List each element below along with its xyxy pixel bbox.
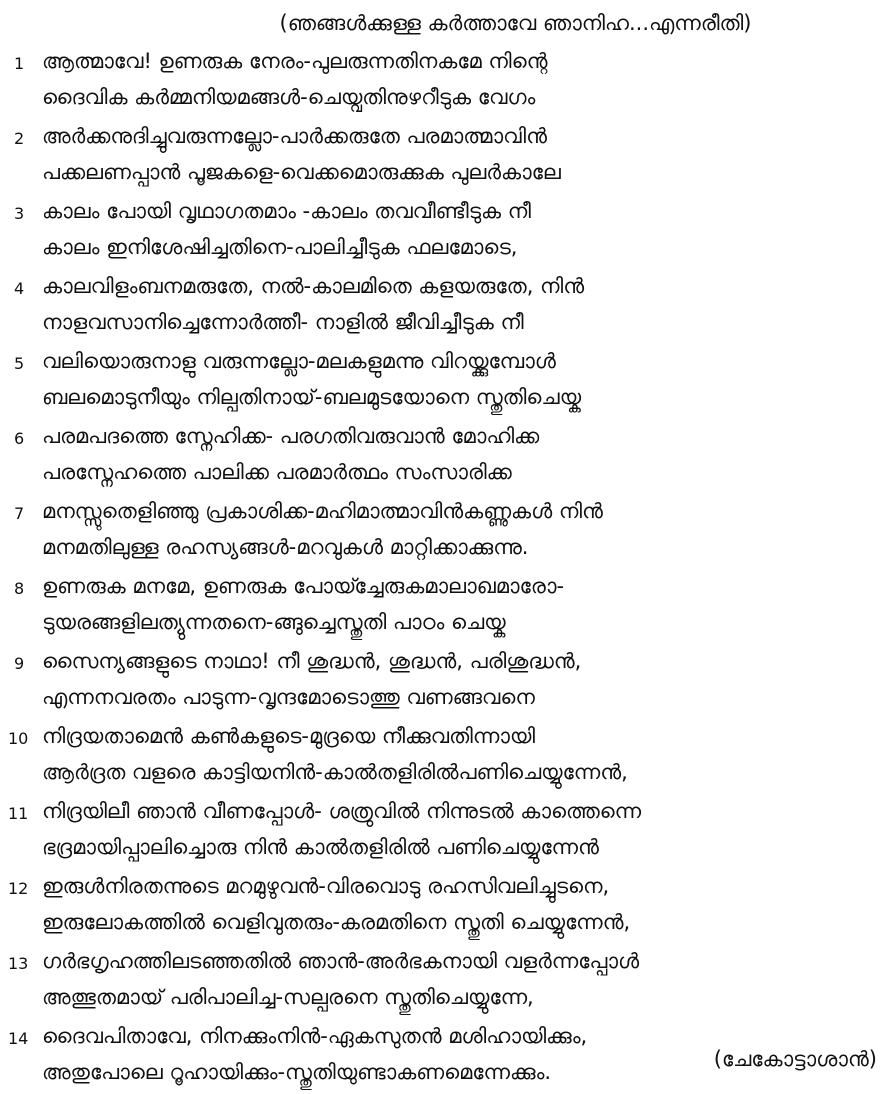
verse-number: 9 [14,654,25,673]
verse-number: 4 [14,279,25,298]
verse-line: മനസ്സുതെളിഞ്ഞു പ്രകാശിക്ക-മഹിമാത്മാവിൻകണ്ണുകൾ നിൻ [42,499,603,523]
verse-12 [0,869,891,944]
verse-line: മനമതിലുള്ള രഹസ്യങ്ങൾ-മറവുകൾ മാറ്റിക്കാക്കുന്നു. [42,535,529,559]
verse-6 [0,419,891,494]
verse-line: ദൈവപിതാവേ, നിനക്കുംനിൻ-ഏകസുതൻ മശിഹായിക്കും, [42,1024,588,1048]
verse-line: ബലമൊടുനീയും നില്പതിനായ്-ബലമുടയോനെ സ്തുതിചെയ്ക [42,385,582,409]
verse-9 [0,644,891,719]
verse-line: ഇരുലോകത്തിൽ വെളിവുതരും-കരമതിനെ സ്തുതി ചെയ്യുന്നേൻ, [42,910,631,934]
verse-line: കാലം പോയി വൃഥാഗതമാം -കാലം തവവീണ്ടീടുക നീ [42,199,531,223]
verse-number: 10 [8,729,29,748]
verse-line: പരസ്നേഹത്തെ പാലിക്ക പരമാർത്ഥം സംസാരിക്ക [42,460,512,484]
author-credit: (ചേകോട്ടാശാൻ) [713,1047,877,1071]
verse-line: അതുപോലെ റൂഹായിക്കും-സ്തുതിയുണ്ടാകണമെന്നേക്കും. [42,1060,552,1084]
verse-number: 2 [14,129,25,148]
verse-line: അർക്കനുദിച്ചുവരുന്നല്ലോ-പാർക്കരുതേ പരമാത്മാവിൻ [42,124,547,148]
verse-10 [0,719,891,794]
verse-line: എന്നനവരതം പാടുന്ന-വൃന്ദമോടൊത്തു വണങ്ങവനെ [42,685,535,709]
verse-line: ആത്മാവേ! ഉണരുക നേരം-പുലരുന്നതിനകമേ നിന്റെ [42,49,548,73]
verse-line: ഗർഭഗൃഹത്തിലടഞ്ഞതിൽ ഞാൻ-അർഭകനായി വളർന്നപ്പോൾ [42,949,640,973]
verse-line: ആർദ്രത വളരെ കാട്ടിയനിൻ-കാൽതളിരിൽപണിചെയ്യുന്നേൻ, [42,760,628,784]
verse-line: ഉണരുക മനമേ, ഉണരുക പോയ്ച്ചേരുകമാലാഖമാരോ- [42,574,565,598]
verse-number: 5 [14,354,25,373]
verse-line: പരമപദത്തെ സ്നേഹിക്ക- പരഗതിവരുവാൻ മോഹിക്ക [42,424,540,448]
verse-line: കാലം ഇനിശേഷിച്ചതിനെ-പാലിച്ചീടുക ഫലമോടെ, [42,235,518,259]
verse-line: ഭദ്രമായിപ്പാലിച്ചൊരു നിൻ കാൽതളിരിൽ പണിചെയ്യുന്നേൻ [42,835,599,859]
verse-number: 8 [14,579,25,598]
verse-line: സൈന്യങ്ങളുടെ നാഥാ! നീ ശുദ്ധൻ, ശുദ്ധൻ, പരിശുദ്ധൻ, [42,649,582,673]
verse-line: കാലവിളംബനമരുതേ, നൽ-കാലമിതെ കളയരുതേ, നിൻ [42,274,585,298]
verse-number: 1 [14,54,25,73]
tune-header: (ഞങ്ങൾക്കുള്ള കർത്താവേ ഞാനിഹ...എന്നരീതി) [279,11,752,35]
verse-number: 12 [8,879,29,898]
verse-2 [0,119,891,194]
verse-number: 3 [14,204,25,223]
verse-number: 7 [14,504,25,523]
verse-3 [0,194,891,269]
verse-number: 13 [8,954,29,973]
verse-list [0,44,891,1094]
verse-8 [0,569,891,644]
verse-line: നാളവസാനിച്ചെന്നോർത്തീ- നാളിൽ ജീവിച്ചീടുക നീ [42,310,524,334]
verse-number: 11 [8,804,29,823]
verse-line: നിദ്രയതാമെൻ കൺകളുടെ-മുദ്രയെ നീക്കുവതിന്നായി [42,724,536,748]
verse-line: വലിയൊരുനാളു വരുന്നല്ലോ-മലകളുമന്നു വിറയ്ക്കുമ്പോൾ [42,349,556,373]
verse-line: പക്കലണപ്പാൻ പൂജകളെ-വെക്കമൊരുക്കുക പുലർകാലേ [42,160,561,184]
verse-line: നിദ്രയിലീ ഞാൻ വീണപ്പോൾ- ശത്രുവിൽ നിന്നുടൽ കാത്തെന്നെ [42,799,642,823]
verse-number: 6 [14,429,25,448]
verse-line: ടുയരങ്ങളിലത്യുന്നതനെ-ങ്ങുച്ചെസ്തുതി പാഠം ചെയ്ക [42,610,506,634]
verse-number: 14 [8,1029,29,1048]
verse-7 [0,494,891,569]
verse-line: ദൈവിക കർമ്മനിയമങ്ങൾ-ചെയ്വതിനുഴറീടുക വേഗം [42,85,536,109]
verse-4 [0,269,891,344]
verse-line: ഇരുൾനിരതന്നുടെ മറമുഴുവൻ-വിരവൊടു രഹസിവലിച്ചുടനെ, [42,874,610,898]
verse-line: അത്ഭുതമായ് പരിപാലിച്ച-സല്പരനെ സ്തുതിചെയ്യുന്നേ, [42,985,534,1009]
verse-1 [0,44,891,119]
verse-13 [0,944,891,1019]
verse-11 [0,794,891,869]
verse-5 [0,344,891,419]
